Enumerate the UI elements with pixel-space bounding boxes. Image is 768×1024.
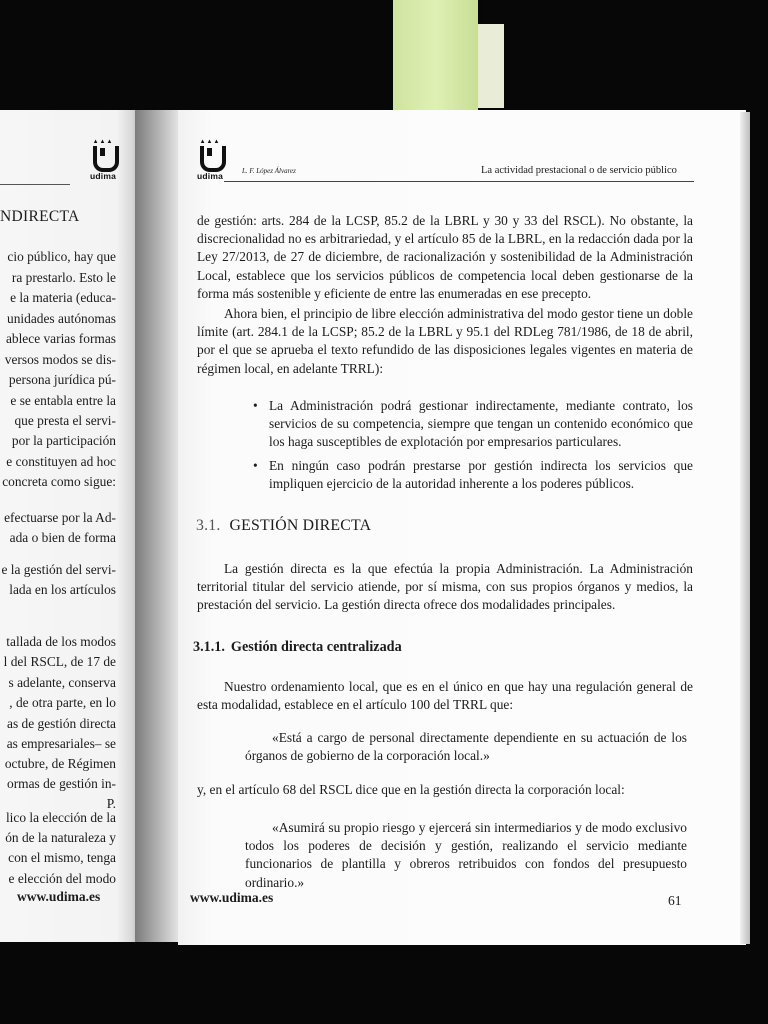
body-paragraph xyxy=(197,560,693,615)
bullet-icon: • xyxy=(253,398,258,413)
subsection-number: 3.1.1. xyxy=(193,639,225,655)
running-header-author: L. F. López Álvarez xyxy=(242,167,296,175)
left-text-line: ada o bien de forma xyxy=(9,530,116,545)
left-text-line: as de gestión directa xyxy=(7,716,116,731)
list-item xyxy=(248,457,693,493)
left-text-line: unidades autónomas xyxy=(7,311,116,326)
um-logo-icon xyxy=(199,146,221,172)
left-text-line: e la gestión del servi- xyxy=(1,562,116,577)
left-text-line: tallada de los modos xyxy=(6,634,116,649)
limits-paragraph: Ahora bien, el principio de libre elección administrativa del modo gestor tiene un doble límite (art. 284.1 de la LCSP; 85.2 de la LBRL y 95.1 del RDLeg 781/1986, de 18 de abril, por el que se aprueba el texto refundido de las disposiciones legales vigentes en materia de régimen local, en adelante TRRL): xyxy=(197,306,693,376)
left-text-line: cio público, hay que xyxy=(7,249,116,264)
crown-icon: ▲▲▲ xyxy=(92,139,114,145)
left-text-line: ormas de gestión in- xyxy=(7,776,116,791)
block-quote xyxy=(245,729,687,765)
page-edge xyxy=(740,112,750,944)
left-text-line: octubre, de Régimen xyxy=(4,756,116,771)
quote-text: «Está a cargo de personal directamente dependiente en su actuación de los órganos de gobierno de la corporación local.» xyxy=(245,730,687,764)
header-rule-left xyxy=(0,184,70,185)
left-section-heading: NDIRECTA xyxy=(0,208,80,225)
section-number: 3.1. xyxy=(196,517,221,534)
left-text-line: e elección del modo xyxy=(8,871,116,886)
bullet-text: En ningún caso podrán prestarse por gestión indirecta los servicios que impliquen ejercicio de la autoridad inherente a los poderes públicos. xyxy=(269,457,693,491)
subsection-heading xyxy=(193,639,402,656)
logo-wordmark: udima xyxy=(89,171,117,181)
list-item xyxy=(248,397,693,452)
subsection-title: Gestión directa centralizada xyxy=(230,639,402,655)
section-heading xyxy=(196,517,371,535)
section-title: GESTIÓN DIRECTA xyxy=(229,517,372,534)
bullet-text: La Administración podrá gestionar indirectamente, mediante contrato, los servicios de su competencia, siempre que tengan un contenido económico que los haga susceptibles de explotación por empresarios particulares. xyxy=(269,398,693,450)
left-text-line: con el mismo, tenga xyxy=(8,850,116,865)
bullet-icon: • xyxy=(253,457,258,473)
header-rule-right xyxy=(224,181,694,182)
left-text-line: , de otra parte, en lo xyxy=(9,695,116,710)
left-text-line: lico la elección de la xyxy=(5,810,116,825)
left-text-line: s adelante, conserva xyxy=(8,675,116,690)
left-text-line: e se entabla entre la xyxy=(10,393,116,408)
section-paragraph: La gestión directa es la que efectúa la propia Administración. La Administración territorial titular del servicio atiende, por sí misma, con sus propios órganos y medios, la prestación del servicio. La gestión directa ofrece dos modalidades principales. xyxy=(197,561,693,613)
footer-url-left: www.udima.es xyxy=(17,889,101,904)
body-paragraph xyxy=(197,781,693,799)
left-text-line: concreta como sigue: xyxy=(2,474,116,489)
subsection-paragraph: Nuestro ordenamiento local, que es en el único en que hay una regulación general de esta modalidad, establece en el artículo 100 del TRRL que: xyxy=(197,679,693,713)
footer-url-right: www.udima.es xyxy=(190,890,274,905)
body-paragraph xyxy=(197,212,693,303)
sticky-note-bookmark xyxy=(393,0,478,110)
quote-text: «Asumirá su propio riesgo y ejercerá sin intermediarios y de modo exclusivo todos los poderes de decisión y gestión, realizando el servicio mediante funcionarios de plantilla y obreros retribuidos con fondos del presupuesto ordinario.» xyxy=(245,820,687,890)
left-text-line: ra prestarlo. Esto le xyxy=(11,270,116,285)
um-logo-icon xyxy=(92,146,114,172)
block-quote xyxy=(245,819,687,892)
crown-icon: ▲▲▲ xyxy=(199,139,221,145)
logo-wordmark: udima xyxy=(196,171,224,181)
left-text-line: efectuarse por la Ad- xyxy=(4,510,116,525)
left-text-line: e constituyen ad hoc xyxy=(6,454,116,469)
left-text-line: lada en los artículos xyxy=(9,582,116,597)
udima-logo-right xyxy=(193,139,227,181)
page-number: 61 xyxy=(668,893,682,908)
body-paragraph xyxy=(197,305,693,378)
left-text-line: ablece varias formas xyxy=(5,331,116,346)
left-text-line: as empresariales– se xyxy=(6,736,116,751)
left-text-line: l del RSCL, de 17 de xyxy=(3,654,116,669)
udima-logo-left xyxy=(86,139,120,181)
left-text-line: versos modos se dis- xyxy=(4,352,116,367)
left-text-line: persona jurídica pú- xyxy=(8,372,116,387)
intro-paragraph: de gestión: arts. 284 de la LCSP, 85.2 de la LBRL y 30 y 33 del RSCL). No obstante, la discrecionalidad no es arbitrariedad, y el artículo 85 de la LBRL, en la redacción dada por la Ley 27/2013, de 27 de diciembre, de racionalización y sostenibilidad de la Administración Local, establece que los servicios públicos de competencia local deben gestionarse de la forma más sostenible y eficiente de entre las enumeradas en ese precepto. xyxy=(197,213,693,301)
bullet-list xyxy=(248,397,693,498)
left-text-line: por la participación xyxy=(11,433,116,448)
left-text-line: que presta el servi- xyxy=(14,413,116,428)
left-text-line: ón de la naturaleza y xyxy=(5,830,116,845)
linking-sentence: y, en el artículo 68 del RSCL dice que en la gestión directa la corporación local: xyxy=(197,782,625,797)
running-header-title: La actividad prestacional o de servicio público xyxy=(481,165,677,176)
body-paragraph xyxy=(197,678,693,714)
left-text-line: e la materia (educa- xyxy=(10,290,116,305)
left-text-line: P. xyxy=(106,796,116,811)
